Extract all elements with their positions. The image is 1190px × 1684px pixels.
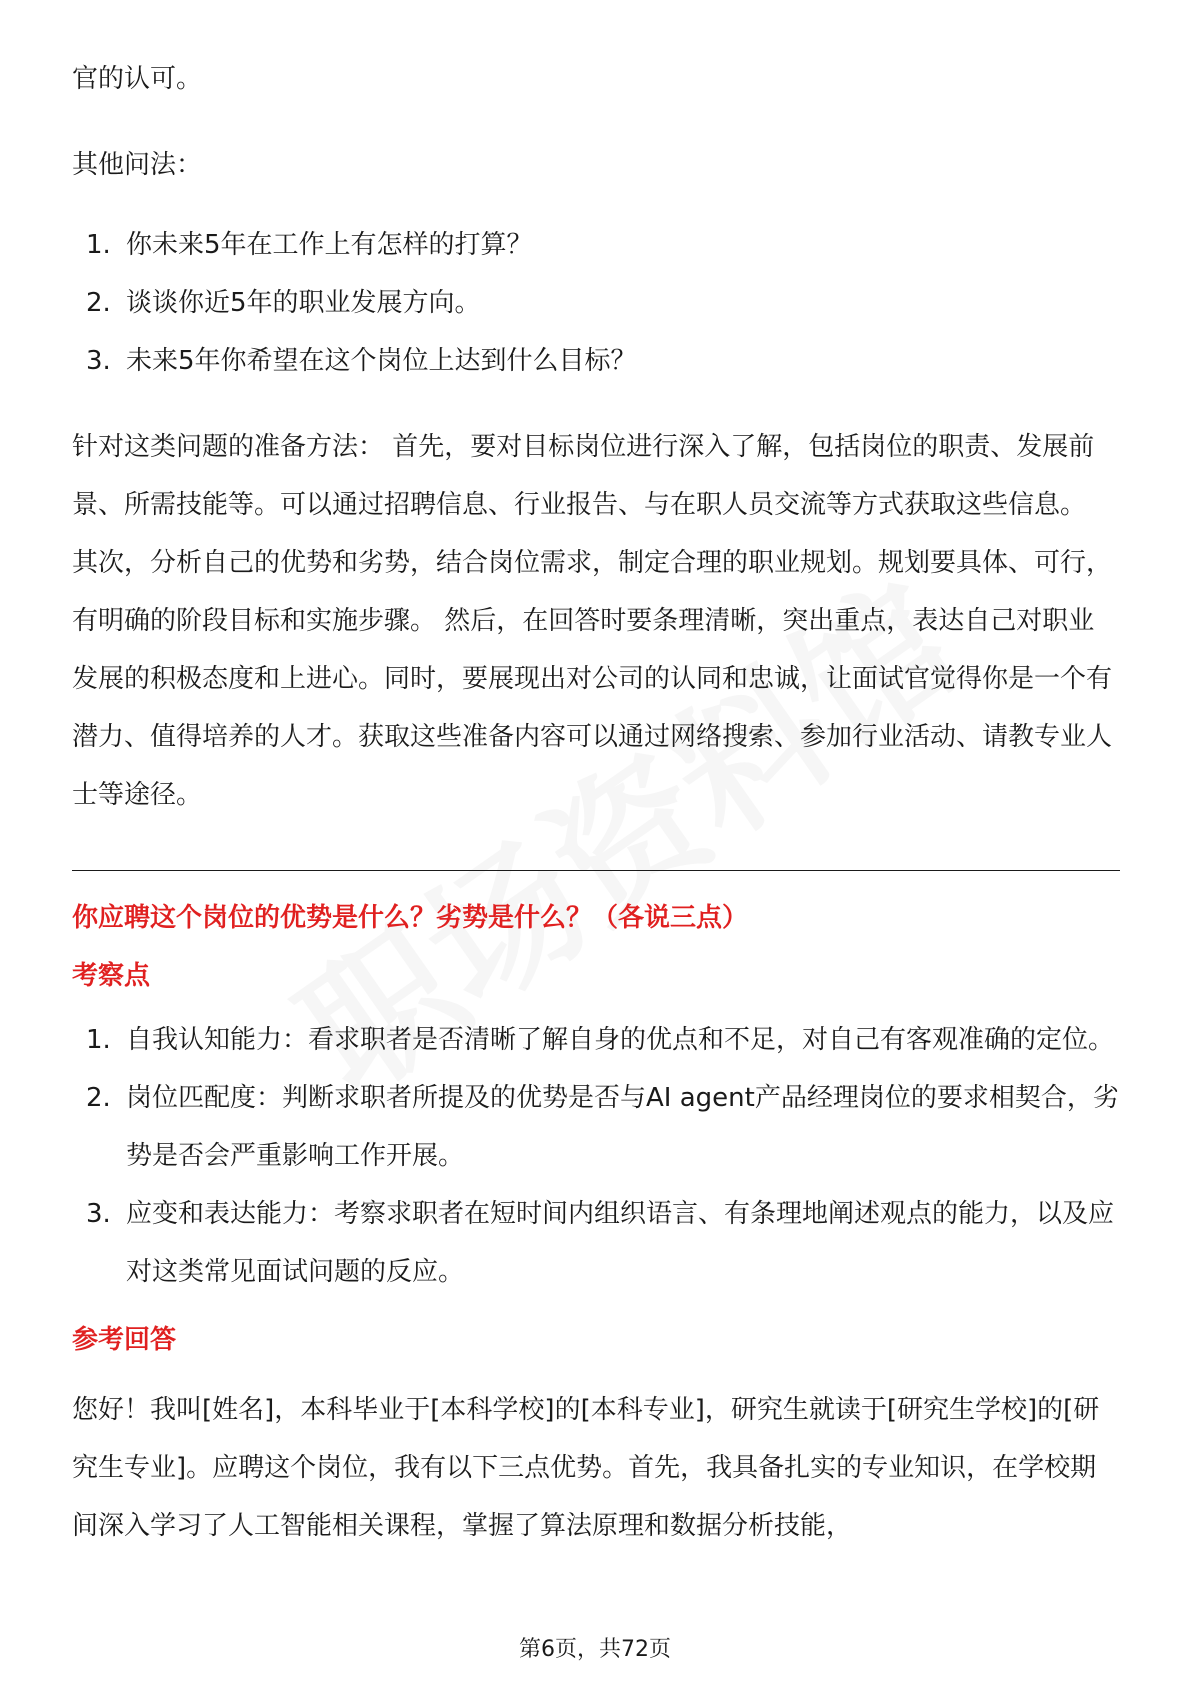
list-item-text: 谈谈你近5年的职业发展方向。	[126, 288, 481, 318]
list-item-text: 你未来5年在工作上有怎样的打算？	[126, 230, 533, 260]
list-item-number: 1.	[86, 230, 111, 260]
page-content	[72, 50, 1120, 1555]
list-item	[72, 1185, 1120, 1301]
list-item-text: 未来5年你希望在这个岗位上达到什么目标？	[126, 346, 637, 376]
list-item-number: 2.	[86, 288, 111, 318]
list-item-text: 自我认知能力：看求职者是否清晰了解自身的优点和不足，对自己有客观准确的定位。	[126, 1025, 1115, 1055]
page-number-footer: 第6页，共72页	[519, 1637, 671, 1662]
list-item-number: 3.	[86, 1199, 111, 1229]
list-item-number: 1.	[86, 1025, 111, 1055]
list-item-text: 岗位匹配度：判断求职者所提及的优势是否与AI agent产品经理岗位的要求相契合，劣势是否会严重影响工作开展。	[126, 1083, 1119, 1171]
list-item-number: 3.	[86, 346, 111, 376]
list-item-text: 应变和表达能力：考察求职者在短时间内组织语言、有条理地阐述观点的能力，以及应对这类常见面试问题的反应。	[126, 1199, 1115, 1287]
other-questions-list	[72, 216, 1120, 390]
list-item	[72, 274, 1120, 332]
preparation-method-paragraph: 针对这类问题的准备方法： 首先，要对目标岗位进行深入了解，包括岗位的职责、发展前景、所需技能等。可以通过招聘信息、行业报告、与在职人员交流等方式获取这些信息。 其次，分析自己的优势和劣势，结合岗位需求，制定合理的职业规划。规划要具体、可行，有明确的阶段目标和实施步骤。 然后，在回答时要条理清晰，突出重点，表达自己对职业发展的积极态度和上进心。同时，要展现出对公司的认同和忠诚，让面试官觉得你是一个有潜力、值得培养的人才。获取这些准备内容可以通过网络搜索、参加行业活动、请教专业人士等途径。	[72, 432, 1113, 810]
reference-answer-heading: 参考回答	[72, 1325, 177, 1355]
section-divider	[72, 870, 1120, 871]
question-title: 你应聘这个岗位的优势是什么？劣势是什么？（各说三点）	[72, 903, 749, 933]
list-item	[72, 332, 1120, 390]
assessment-points-list	[72, 1011, 1120, 1301]
reference-answer-paragraph: 您好！我叫[姓名]，本科毕业于[本科学校]的[本科专业]，研究生就读于[研究生学校]的[研究生专业]。应聘这个岗位，我有以下三点优势。首先，我具备扎实的专业知识，在学校期间深入学习了人工智能相关课程，掌握了算法原理和数据分析技能，	[72, 1395, 1100, 1541]
list-item-number: 2.	[86, 1083, 111, 1113]
list-item	[72, 1011, 1120, 1069]
assessment-heading: 考察点	[72, 961, 151, 991]
other-questions-label: 其他问法：	[72, 150, 203, 180]
intro-tail-text: 官的认可。	[72, 64, 203, 94]
list-item	[72, 1069, 1120, 1185]
list-item	[72, 216, 1120, 274]
